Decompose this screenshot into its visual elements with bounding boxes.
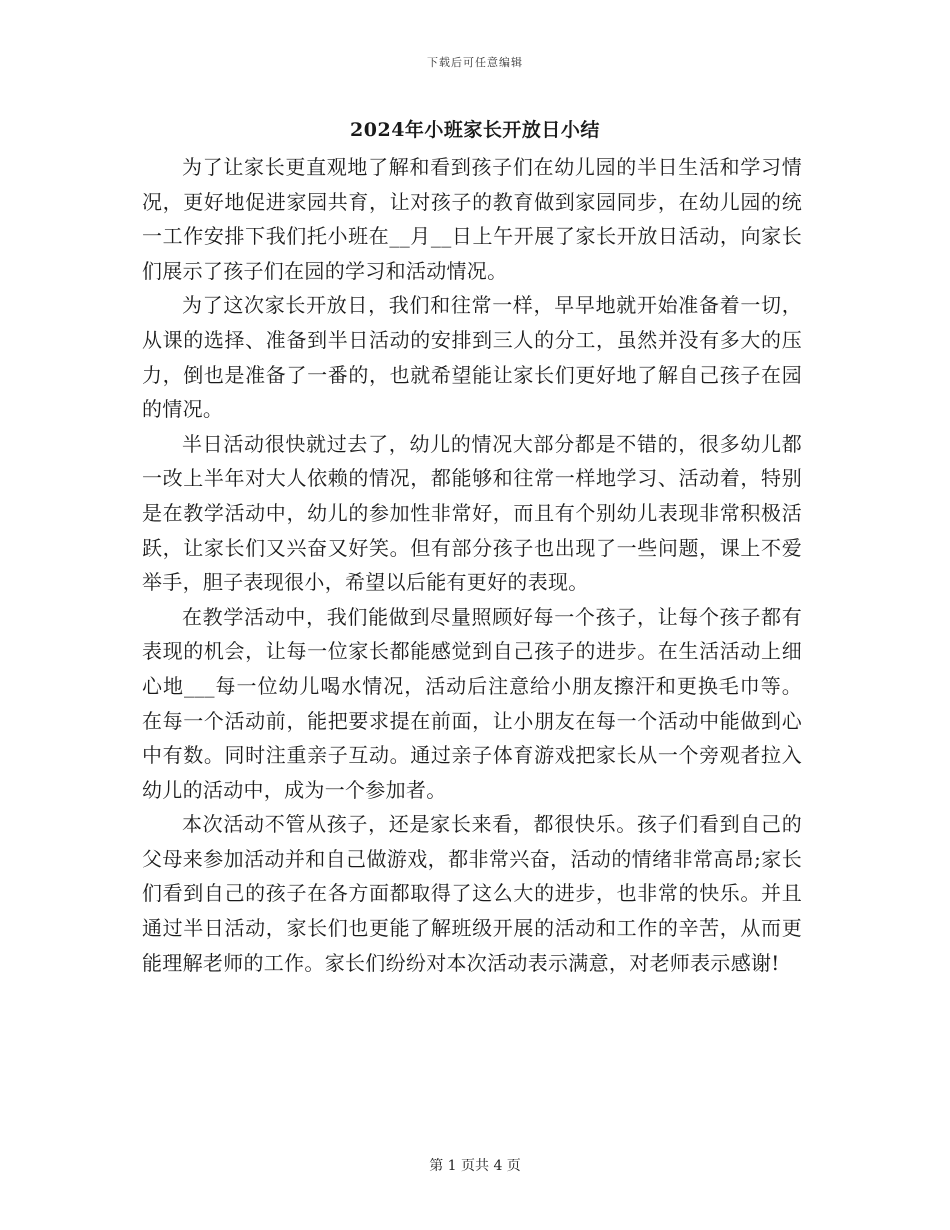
page-number: 第 1 页共 4 页 [429, 1158, 521, 1174]
document-title: 2024年小班家长开放日小结 [350, 119, 600, 141]
paragraph-3: 半日活动很快就过去了，幼儿的情况大部分都是不错的，很多幼儿都一改上半年对大人依赖的情况，都能够和往常一样地学习、活动着，特别是在教学活动中，幼儿的参加性非常好，而且有个别幼儿表现非常积极活跃，让家长们又兴奋又好笑。但有部分孩子也出现了一些问题，课上不爱举手，胆子表现很小，希望以后能有更好的表现。 [142, 431, 802, 595]
paragraph-1: 为了让家长更直观地了解和看到孩子们在幼儿园的半日生活和学习情况，更好地促进家园共育，让对孩子的教育做到家园同步，在幼儿园的统一工作安排下我们托小班在__月__日上午开展了家长开放日活动，向家长们展示了孩子们在园的学习和活动情况。 [142, 155, 802, 283]
page-header-note: 下载后可任意编辑 [427, 56, 523, 69]
paragraph-5: 本次活动不管从孩子，还是家长来看，都很快乐。孩子们看到自己的父母来参加活动并和自己做游戏，都非常兴奋，活动的情绪非常高昂;家长们看到自己的孩子在各方面都取得了这么大的进步，也非常的快乐。并且通过半日活动，家长们也更能了解班级开展的活动和工作的辛苦，从而更能理解老师的工作。家长们纷纷对本次活动表示满意，对老师表示感谢! [142, 812, 802, 975]
paragraph-2: 为了这次家长开放日，我们和往常一样，早早地就开始准备着一切，从课的选择、准备到半日活动的安排到三人的分工，虽然并没有多大的压力，倒也是准备了一番的，也就希望能让家长们更好地了解自己孩子在园的情况。 [142, 293, 802, 422]
paragraph-4: 在教学活动中，我们能做到尽量照顾好每一个孩子，让每个孩子都有表现的机会，让每一位家长都能感觉到自己孩子的进步。在生活活动上细心地___每一位幼儿喝水情况，活动后注意给小朋友擦汗和更换毛巾等。在每一个活动前，能把要求提在前面，让小朋友在每一个活动中能做到心中有数。同时注重亲子互动。通过亲子体育游戏把家长从一个旁观者拉入幼儿的活动中，成为一个参加者。 [142, 604, 802, 802]
document-body [142, 150, 802, 980]
